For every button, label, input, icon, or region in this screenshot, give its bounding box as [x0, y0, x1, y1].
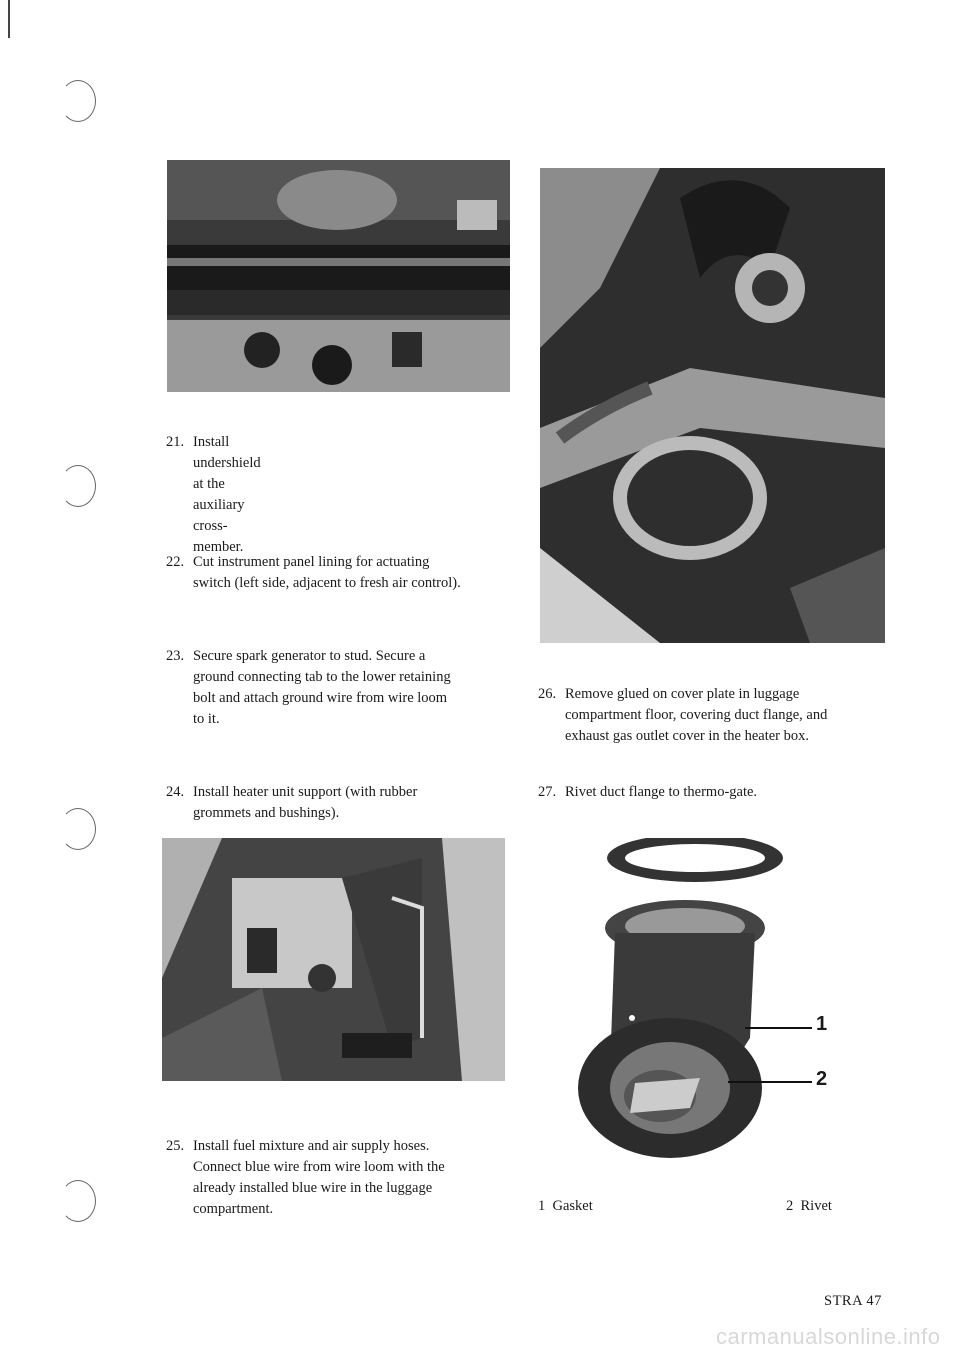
- undershield-photo: [167, 160, 510, 392]
- step-number: 21.: [166, 434, 185, 450]
- binder-hole-3: [60, 808, 96, 850]
- step-line: already installed blue wire in the luggage: [193, 1180, 433, 1196]
- step-line: bolt and attach ground wire from wire loom: [193, 690, 448, 706]
- engine-compartment-photo: [540, 168, 885, 643]
- margin-mark: [8, 0, 10, 38]
- legend-rivet: 2 Rivet: [786, 1198, 832, 1214]
- step-line: Rivet duct flange to thermo-gate.: [565, 784, 758, 800]
- step-line: Install heater unit support (with rubber: [193, 784, 418, 800]
- step-line: to it.: [193, 711, 220, 727]
- watermark: carmanualsonline.info: [716, 1324, 941, 1349]
- step-line: Cut instrument panel lining for actuating: [193, 554, 430, 570]
- callout-1: 1: [816, 1013, 828, 1035]
- step-line: grommets and bushings).: [193, 805, 340, 821]
- step-line: compartment floor, covering duct flange, and: [565, 707, 828, 723]
- step-line: member.: [193, 539, 244, 555]
- callout-2: 2: [816, 1068, 828, 1090]
- heater-support-photo: [162, 838, 505, 1081]
- step-number: 25.: [166, 1138, 185, 1154]
- step-line: Install fuel mixture and air supply hoses.: [193, 1138, 430, 1154]
- step-line: Install undershield at the auxiliary cross-: [193, 434, 261, 534]
- step-number: 23.: [166, 648, 185, 664]
- step-number: 27.: [538, 784, 557, 800]
- step-number: 26.: [538, 686, 557, 702]
- step-line: Remove glued on cover plate in luggage: [565, 686, 800, 702]
- binder-hole-2: [60, 465, 96, 507]
- step-line: Secure spark generator to stud. Secure a: [193, 648, 426, 664]
- thermo-gate-figure: [560, 838, 860, 1168]
- page-number: STRA 47: [824, 1293, 882, 1309]
- step-line: switch (left side, adjacent to fresh air control).: [193, 575, 461, 591]
- binder-hole-1: [60, 80, 96, 122]
- binder-hole-4: [60, 1180, 96, 1222]
- step-line: ground connecting tab to the lower retaining: [193, 669, 451, 685]
- step-line: exhaust gas outlet cover in the heater box.: [565, 728, 810, 744]
- step-line: Connect blue wire from wire loom with the: [193, 1159, 445, 1175]
- step-number: 22.: [166, 554, 185, 570]
- step-number: 24.: [166, 784, 185, 800]
- step-line: compartment.: [193, 1201, 274, 1217]
- legend-gasket: 1 Gasket: [538, 1198, 593, 1214]
